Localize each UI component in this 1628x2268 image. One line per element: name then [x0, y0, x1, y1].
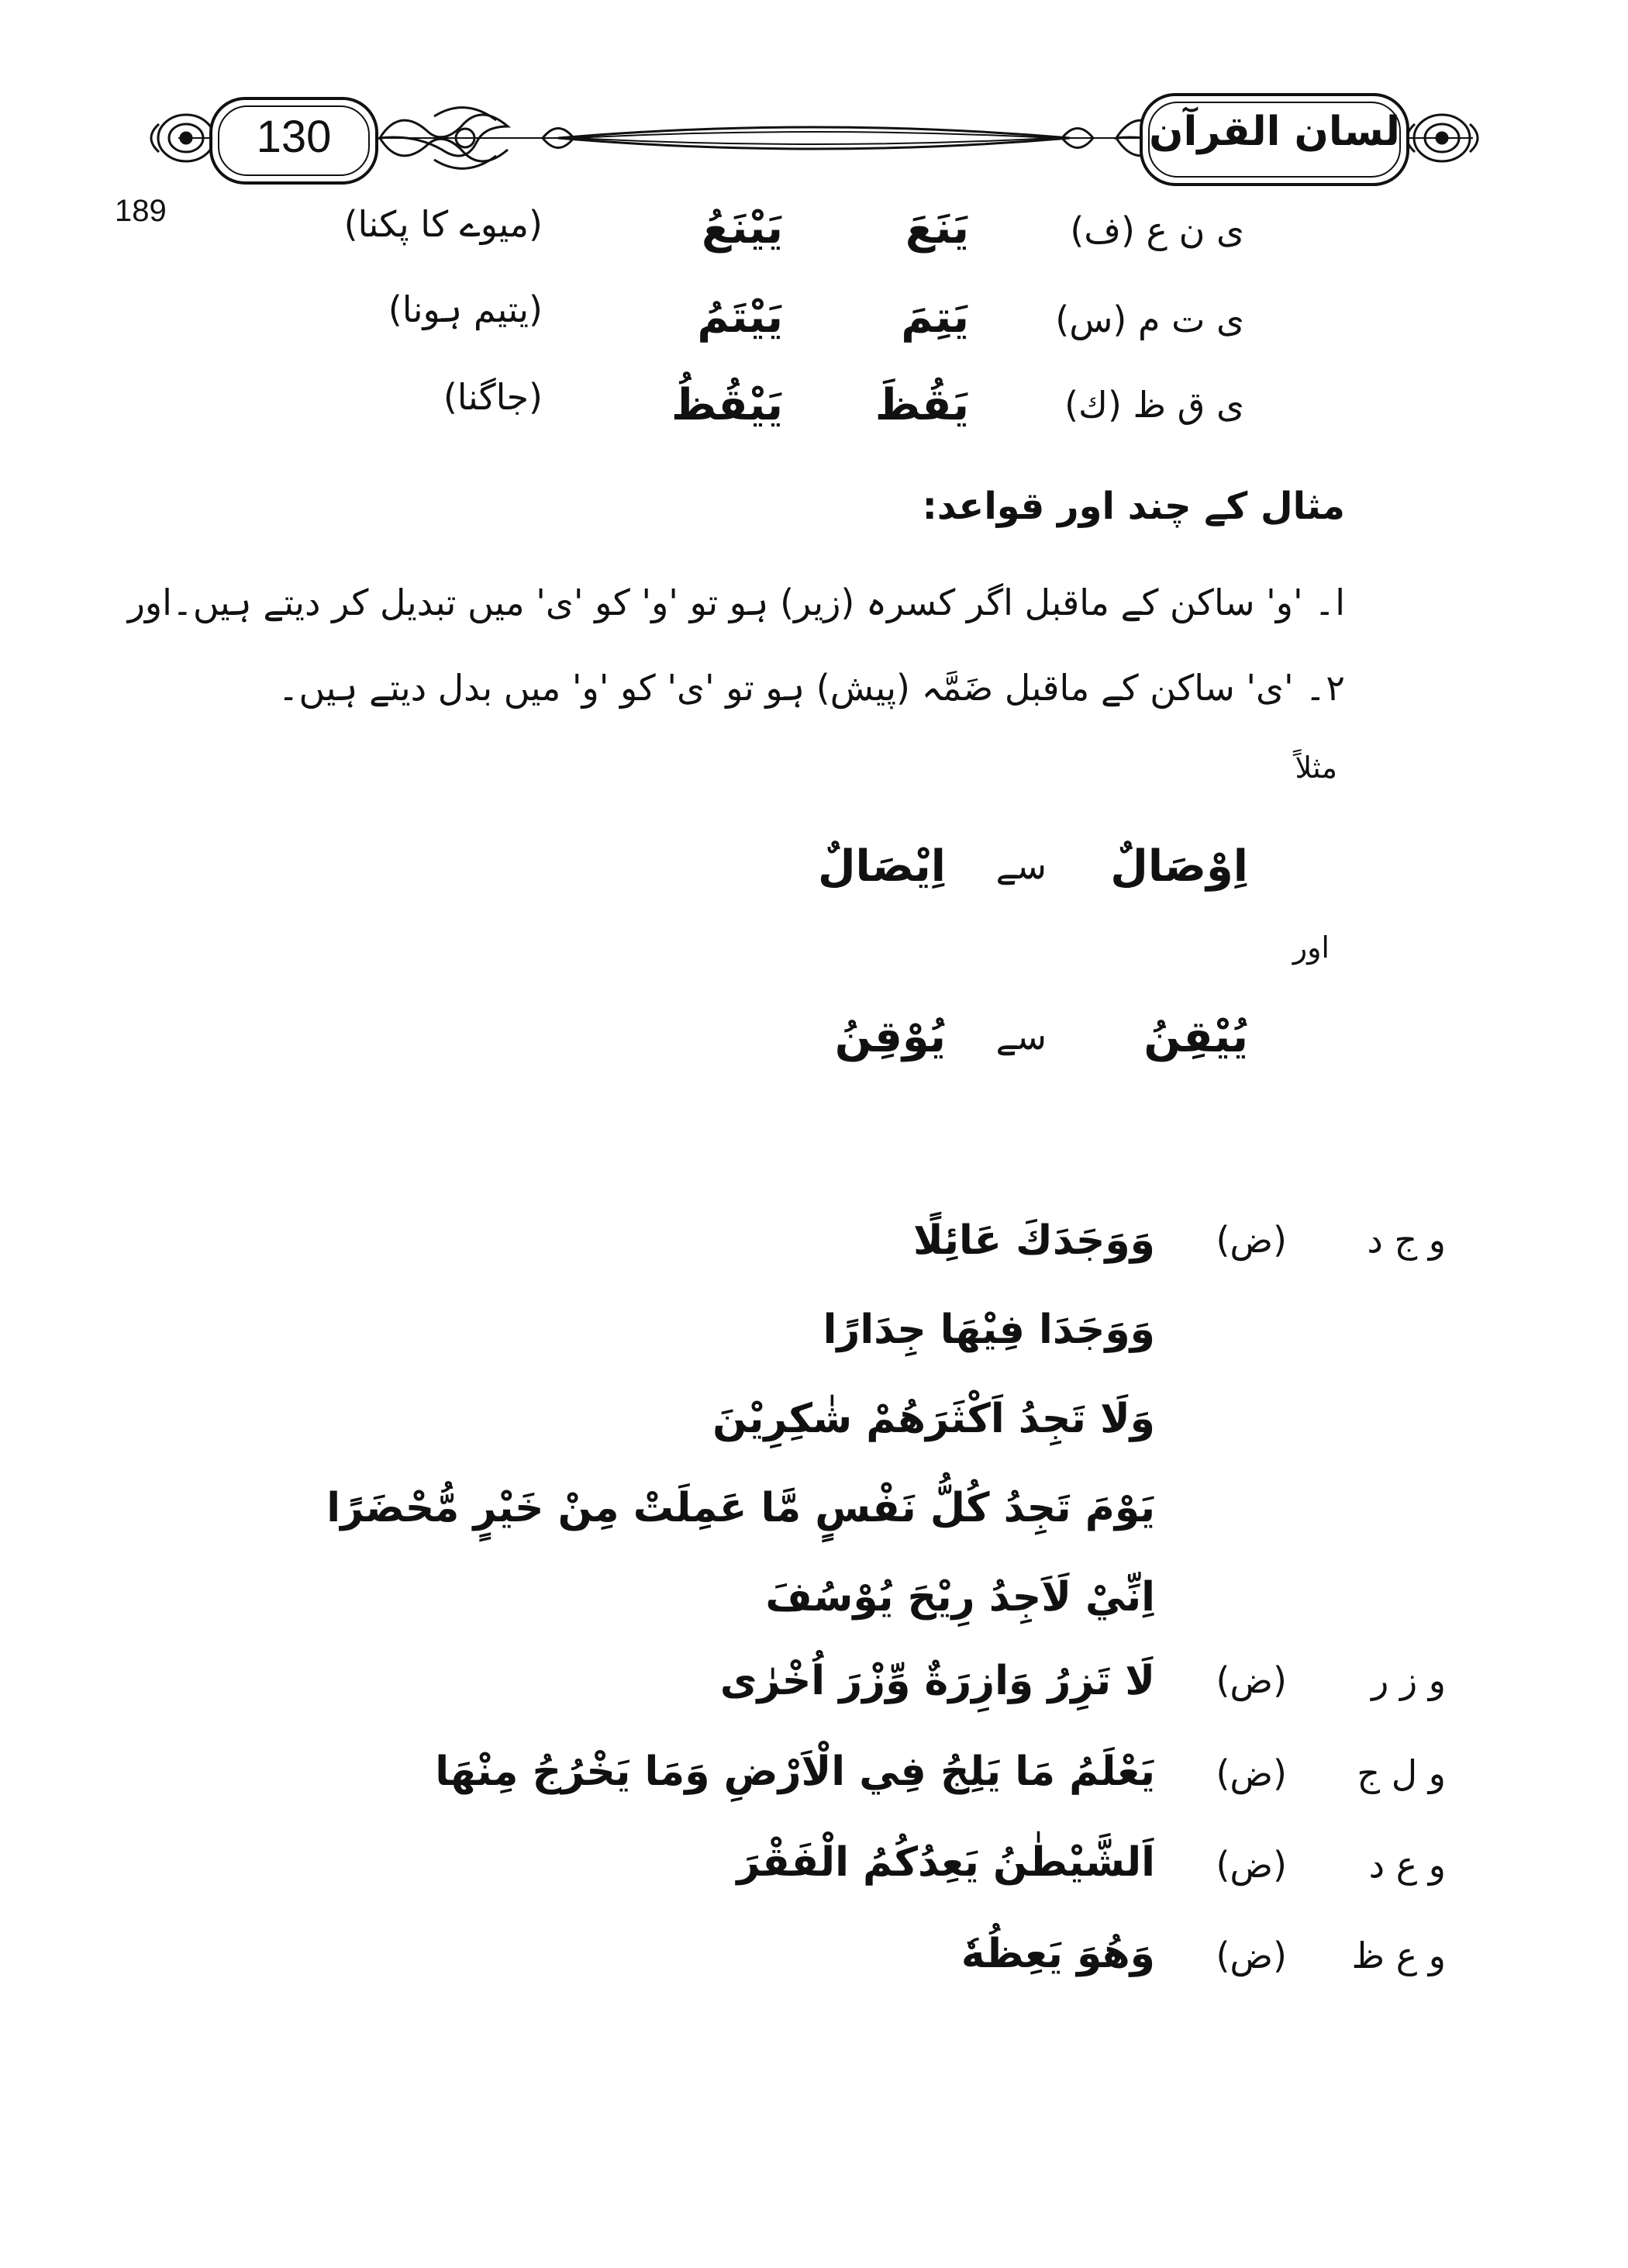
meaning-2: (یتیم ہونا) — [388, 288, 543, 330]
example-text-9: وَهُوَ يَعِظُهٗ — [961, 1931, 1155, 1977]
rule-1: ا۔ 'و' ساکن کے ماقبل اگر کسرہ (زیر) ہو تو 'و' کو 'ی' میں تبدیل کر دیتے ہیں۔اور — [127, 582, 1345, 623]
past-1: يَنَعَ — [905, 203, 969, 254]
past-3: يَقُظَ — [874, 380, 969, 430]
book-title-box — [1140, 93, 1409, 186]
example-text-8: اَلشَّيْطٰنُ يَعِدُكُمُ الْفَقْرَ — [736, 1839, 1155, 1886]
meaning-1: (میوے کا پکنا) — [343, 203, 543, 245]
example-root-8: و ع د — [1368, 1844, 1446, 1886]
root-3: ی ق ظ (ك) — [1064, 384, 1244, 426]
example-text-5: اِنِّيْ لَاَجِدُ رِيْحَ يُوْسُفَ — [765, 1574, 1155, 1621]
example-root-9: و ع ظ — [1351, 1935, 1446, 1976]
example2-to: يُوْقِنُ — [834, 1012, 946, 1062]
side-reference: 189 — [115, 194, 167, 228]
example1-sep: سے — [995, 845, 1047, 887]
and-label: اور — [1292, 930, 1330, 965]
meaning-3: (جاگنا) — [443, 376, 543, 418]
example2-sep: سے — [995, 1016, 1047, 1058]
book-title: لسان القرآن — [1149, 109, 1400, 155]
example1-from: اِوْصَالٌ — [1110, 841, 1248, 892]
past-2: يَتِمَ — [901, 292, 969, 343]
present-2: يَيْتَمُ — [697, 292, 783, 343]
root-1: ی ن ع (ف) — [1070, 209, 1244, 251]
example-text-6: لَا تَزِرُ وَازِرَةٌ وِّزْرَ اُخْرٰى — [719, 1658, 1155, 1704]
example-text-7: يَعْلَمُ مَا يَلِجُ فِي الْاَرْضِ وَمَا يَخْرُجُ مِنْهَا — [435, 1748, 1155, 1795]
example-bab-9: (ض) — [1216, 1935, 1287, 1976]
example-label: مثلاً — [1295, 751, 1337, 785]
root-2: ی ت م (س) — [1055, 299, 1244, 340]
example-text-4: يَوْمَ تَجِدُ كُلُّ نَفْسٍ مَّا عَمِلَتْ مِنْ خَيْرٍ مُّحْضَرًا — [326, 1485, 1155, 1531]
example-root-6: و ز ر — [1371, 1659, 1446, 1701]
page-number-box — [209, 97, 378, 185]
page-number: 130 — [256, 112, 332, 162]
example-bab-6: (ض) — [1216, 1659, 1287, 1701]
example-bab-7: (ض) — [1216, 1752, 1287, 1794]
example-bab-8: (ض) — [1216, 1844, 1287, 1886]
present-3: يَيْقُظُ — [671, 380, 783, 430]
example-root-1: و ج د — [1367, 1219, 1446, 1261]
example2-from: يُيْقِنُ — [1143, 1012, 1248, 1062]
example-text-1: وَوَجَدَكَ عَائِلًا — [913, 1217, 1155, 1264]
rule-2: ۲۔ 'ی' ساکن کے ماقبل ضَمَّہ (پیش) ہو تو 'ی' کو 'و' میں بدل دیتے ہیں۔ — [278, 667, 1345, 709]
example-root-7: و ل ج — [1357, 1752, 1446, 1794]
example-text-3: وَلَا تَجِدُ اَكْثَرَهُمْ شٰكِرِيْنَ — [712, 1396, 1155, 1442]
present-1: يَيْنَعُ — [702, 203, 783, 254]
example-text-2: وَوَجَدَا فِيْهَا جِدَارًا — [823, 1307, 1155, 1353]
example-bab-1: (ض) — [1216, 1219, 1287, 1261]
rules-heading: مثال کے چند اور قواعد: — [922, 485, 1345, 528]
example1-to: اِيْصَالٌ — [817, 841, 946, 892]
